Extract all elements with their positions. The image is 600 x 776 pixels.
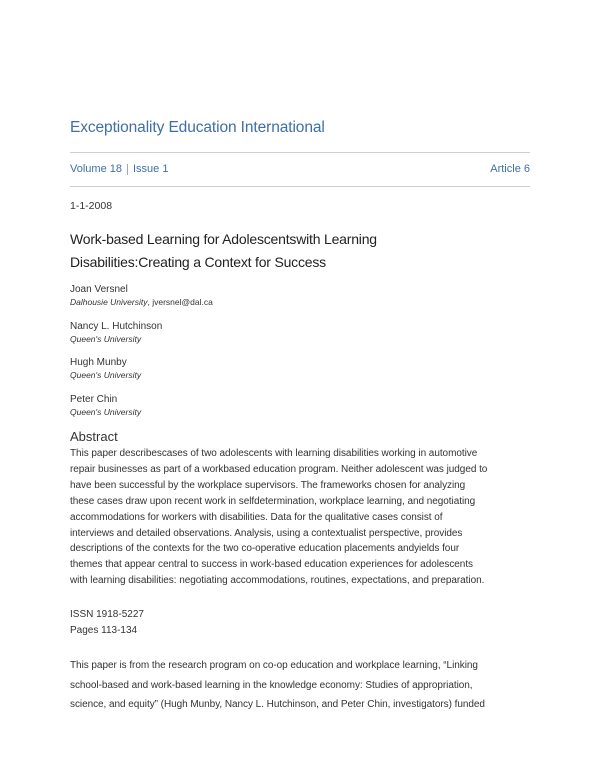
author-block	[70, 320, 162, 345]
divider-bottom	[70, 186, 530, 187]
issue-link[interactable]: Issue 1	[133, 163, 169, 175]
abstract-line: with learning disabilities: negotiating accommodations, routines, expectations, and preparation.	[70, 575, 485, 587]
affiliation-text: Dalhousie University	[70, 297, 148, 307]
author-name[interactable]: Hugh Munby	[70, 357, 127, 368]
page-range: Pages 113-134	[70, 625, 138, 636]
article-title	[70, 228, 540, 274]
note-line: science, and equity” (Hugh Munby, Nancy L. Hutchinson, and Peter Chin, investigators) funded	[70, 699, 485, 710]
abstract-line: descriptions of the contexts for the two co-operative education placements andyields four	[70, 543, 460, 555]
author-affiliation: Queen's University	[70, 370, 142, 380]
abstract-line: This paper describescases of two adolescents with learning disabilities working in automotive	[70, 448, 478, 459]
abstract-heading: Abstract	[70, 429, 118, 444]
abstract-line: interviews and detailed observations. Analysis, using a contextualist perspective, provides	[70, 527, 463, 539]
author-block	[70, 283, 213, 308]
volume-link[interactable]: Volume 18	[70, 163, 122, 175]
author-block	[70, 393, 141, 418]
abstract-line: themes that appear central to success in work-based education experiences for adolescents	[70, 559, 474, 571]
issue-separator	[127, 164, 128, 175]
abstract-line: accommodations for workers with disabilities. Data for the qualitative cases consist of	[70, 511, 443, 523]
note-line: This paper is from the research program on co-op education and workplace learning, “Linking	[70, 660, 478, 671]
author-name[interactable]: Peter Chin	[70, 394, 118, 405]
title-line: Work-based Learning for Adolescentswith Learning	[70, 231, 377, 247]
author-name[interactable]: Nancy L. Hutchinson	[70, 321, 163, 332]
issue-line	[70, 163, 530, 177]
issn: ISSN 1918-5227	[70, 609, 144, 620]
author-affiliation: Queen's University	[70, 407, 142, 417]
funding-note	[70, 656, 540, 715]
author-affiliation	[70, 296, 213, 308]
abstract-line: repair businesses as part of a workbased education program. Neither adolescent was judged to	[70, 463, 488, 475]
author-name[interactable]: Joan Versnel	[70, 284, 128, 295]
title-line: Disabilities:Creating a Context for Success	[70, 254, 326, 270]
abstract-line: have been successful by the workplace supervisors. The frameworks chosen for analyzing	[70, 479, 466, 491]
author-affiliation: Queen's University	[70, 334, 142, 344]
abstract-line: these cases draw upon recent work in selfdetermination, workplace learning, and negotiating	[70, 495, 476, 507]
note-line: school-based and work-based learning in the knowledge economy: Studies of appropriation,	[70, 679, 473, 691]
publication-date: 1-1-2008	[70, 200, 113, 212]
author-block	[70, 356, 141, 381]
comma-text: ,	[147, 297, 153, 307]
author-email[interactable]: jversnel@dal.ca	[152, 297, 213, 307]
article-number[interactable]: Article 6	[490, 163, 530, 175]
journal-title[interactable]: Exceptionality Education International	[70, 119, 325, 136]
abstract-body	[70, 446, 540, 589]
divider-top	[70, 152, 530, 153]
